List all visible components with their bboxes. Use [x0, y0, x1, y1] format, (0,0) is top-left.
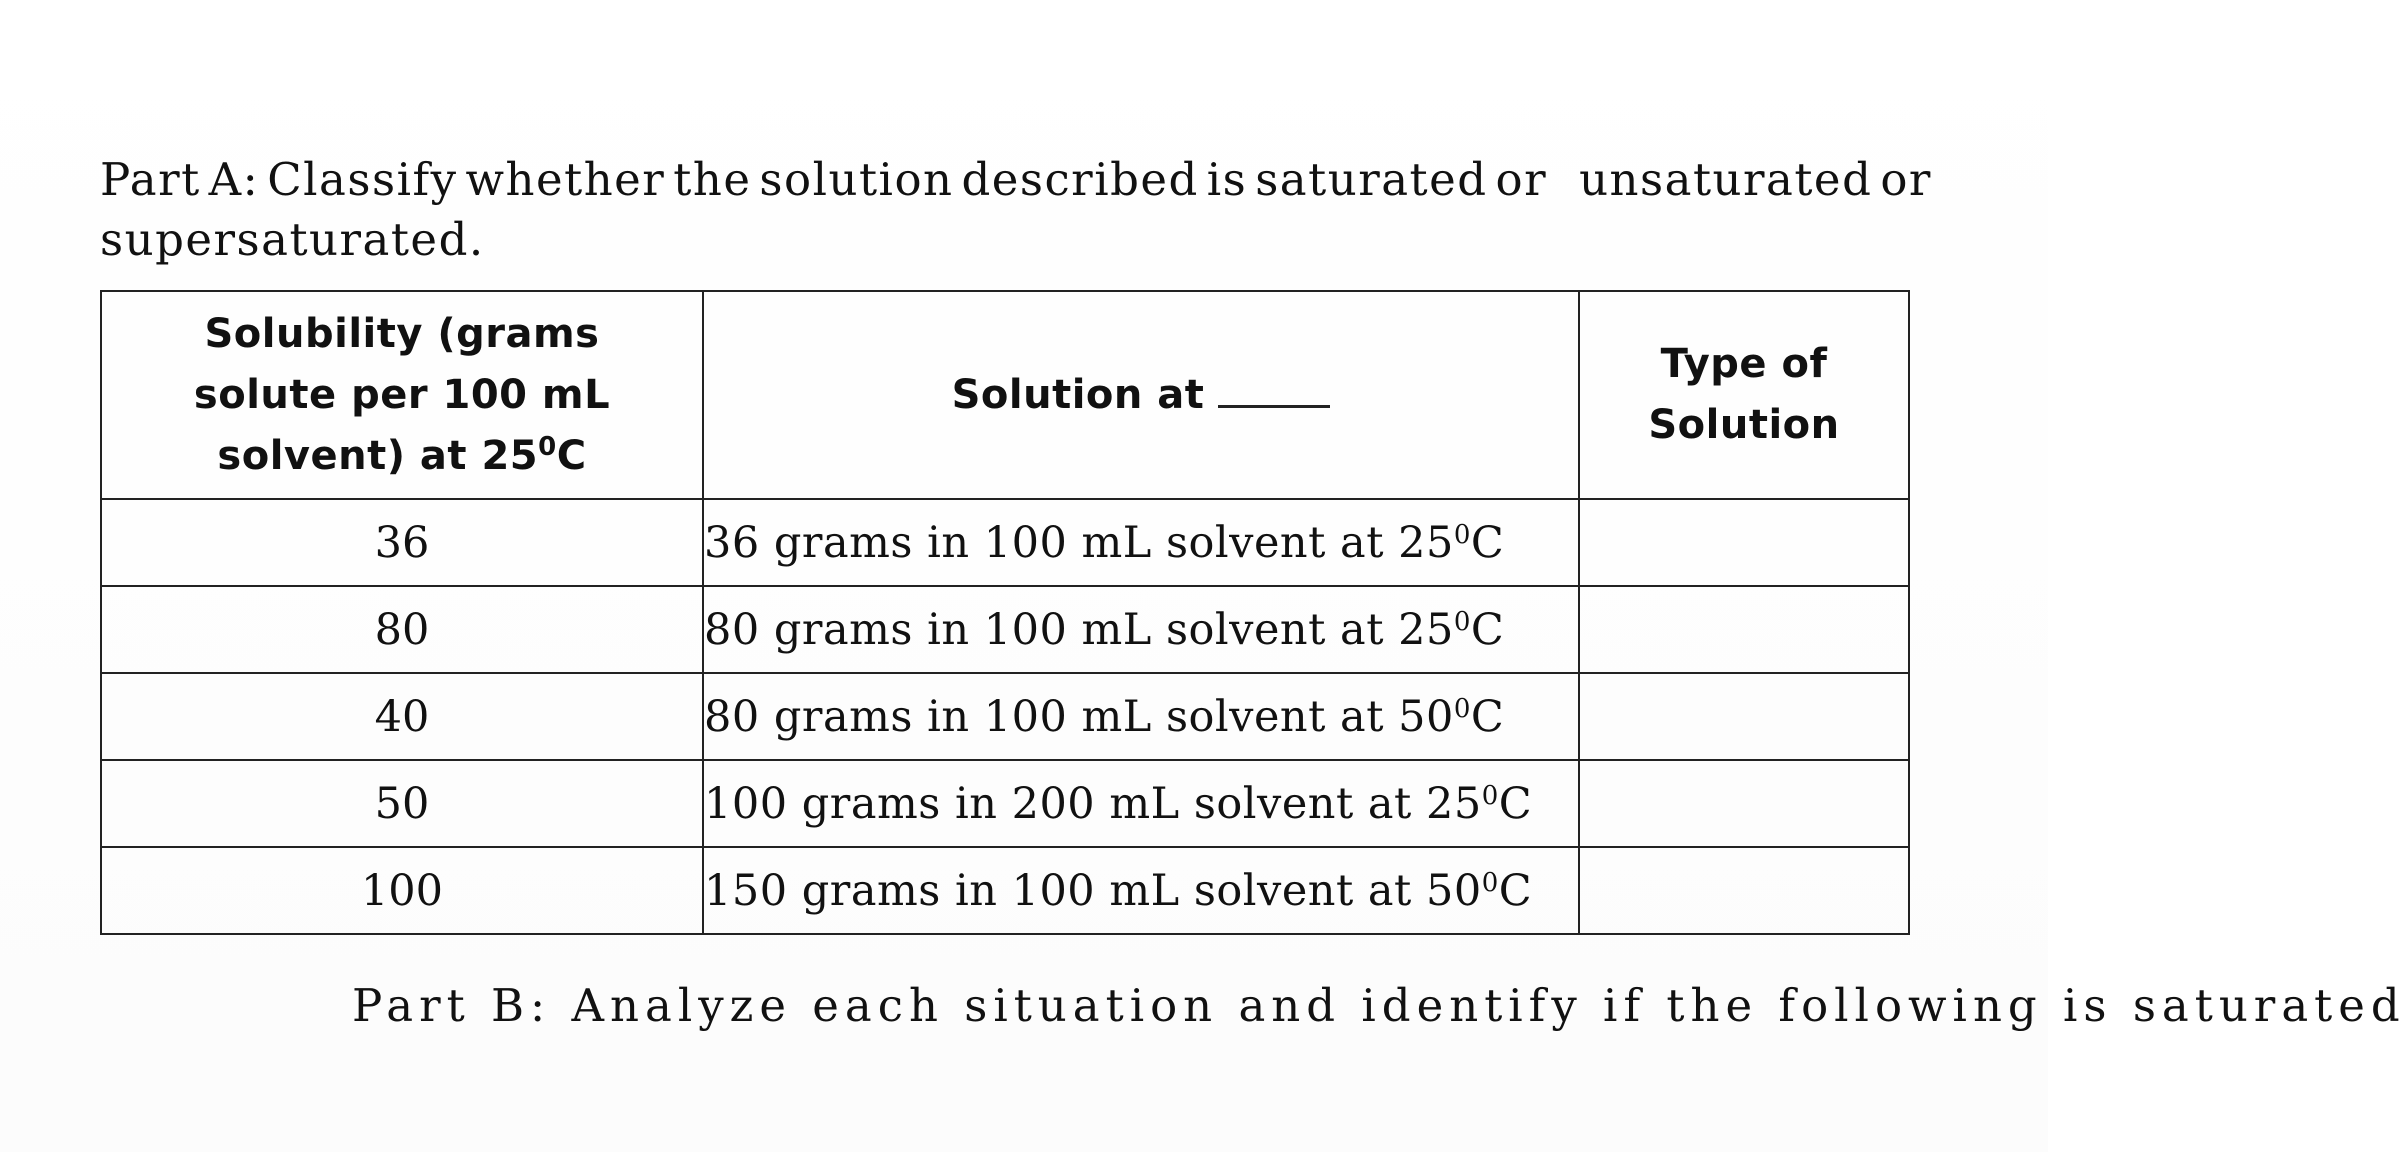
temp-unit: C — [1470, 691, 1505, 742]
solution-description: 36 grams in 100 mL solvent at 25 — [704, 517, 1454, 568]
cut-off-text-line — [100, 979, 2406, 1032]
instruction-word: is — [1206, 153, 1248, 206]
header-type-of-solution — [1579, 291, 1909, 499]
solubility-cell: 40 — [101, 673, 703, 760]
degree-superscript: 0 — [538, 431, 557, 462]
type-answer-cell[interactable] — [1579, 586, 1909, 673]
table-row — [101, 499, 1909, 586]
instruction-word: A: — [208, 153, 260, 206]
solution-description: 80 grams in 100 mL solvent at 50 — [704, 691, 1454, 742]
solution-description-cell — [703, 760, 1579, 847]
degree-superscript: 0 — [1481, 780, 1499, 811]
solution-description-cell — [703, 673, 1579, 760]
solution-description: 150 grams in 100 mL solvent at 50 — [704, 865, 1482, 916]
fill-in-blank — [1218, 367, 1330, 408]
instruction-word: or — [1495, 153, 1548, 206]
table-header-row — [101, 291, 1909, 499]
header-type-line: Type of — [1660, 341, 1828, 387]
cut-off-text: Part B: Analyze each situation and identify if the following is saturated — [352, 979, 2406, 1032]
header-solution-at-label: Solution at — [951, 371, 1205, 418]
solubility-cell: 50 — [101, 760, 703, 847]
solution-description: 100 grams in 200 mL solvent at 25 — [704, 778, 1482, 829]
header-solubility-line: solute per 100 mL — [193, 371, 611, 418]
degree-superscript: 0 — [1453, 519, 1471, 550]
instruction-word: unsaturated — [1579, 153, 1873, 206]
solubility-cell: 100 — [101, 847, 703, 934]
instruction-word: or — [1880, 153, 1932, 206]
type-answer-cell[interactable] — [1579, 499, 1909, 586]
header-solubility-line-3: solvent) at 25 — [217, 432, 539, 479]
type-answer-cell[interactable] — [1579, 760, 1909, 847]
header-solubility — [101, 291, 703, 499]
degree-superscript: 0 — [1453, 606, 1471, 637]
header-solution-at — [703, 291, 1579, 499]
solubility-table — [100, 290, 1910, 935]
type-answer-cell[interactable] — [1579, 847, 1909, 934]
solution-description-cell — [703, 847, 1579, 934]
header-solubility-line — [102, 426, 702, 487]
solution-description-cell — [703, 499, 1579, 586]
temp-unit: C — [1498, 778, 1533, 829]
instruction-word: solution — [759, 153, 954, 206]
instruction-word: the — [673, 153, 752, 206]
instruction-word: described — [961, 153, 1199, 206]
solution-description: 80 grams in 100 mL solvent at 25 — [704, 604, 1454, 655]
instruction-word: Part — [100, 153, 201, 206]
solution-description-cell — [703, 586, 1579, 673]
degree-superscript: 0 — [1453, 693, 1471, 724]
temp-unit: C — [1470, 604, 1505, 655]
table-row — [101, 760, 1909, 847]
instruction-line-1 — [100, 150, 1932, 210]
header-type-line: Solution — [1648, 402, 1840, 448]
solubility-cell: 80 — [101, 586, 703, 673]
table-row — [101, 586, 1909, 673]
solubility-cell: 36 — [101, 499, 703, 586]
temp-unit: C — [1498, 865, 1533, 916]
header-solubility-line: Solubility (grams — [204, 310, 600, 357]
temp-unit: C — [556, 432, 587, 479]
table-row — [101, 673, 1909, 760]
instruction-word: Classify — [267, 153, 458, 206]
table-row — [101, 847, 1909, 934]
degree-superscript: 0 — [1481, 867, 1499, 898]
part-a-instruction — [100, 150, 1932, 270]
type-answer-cell[interactable] — [1579, 673, 1909, 760]
instruction-line-2: supersaturated. — [100, 213, 485, 266]
temp-unit: C — [1470, 517, 1505, 568]
instruction-word: saturated — [1255, 153, 1488, 206]
instruction-word: whether — [465, 153, 666, 206]
